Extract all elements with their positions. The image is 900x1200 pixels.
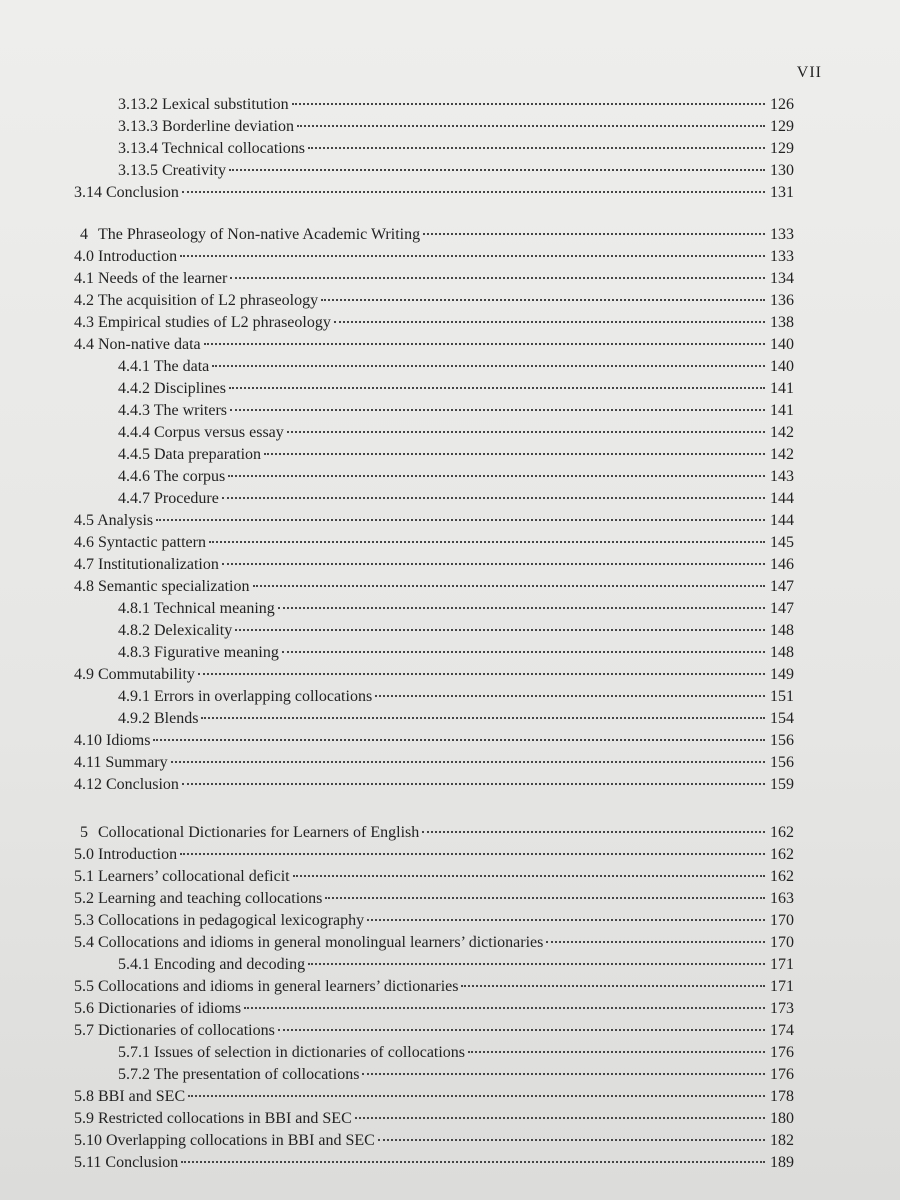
toc-entry-title: 3.14 Conclusion: [74, 184, 179, 201]
dot-leader: [282, 651, 765, 653]
toc-entry-page: 138: [770, 314, 794, 331]
toc-entry-title: 5.10 Overlapping collocations in BBI and SEC: [74, 1132, 375, 1149]
toc-entry-page: 141: [770, 380, 794, 397]
chapter-title-text: The Phraseology of Non-native Academic Writing: [98, 226, 421, 243]
toc-section-5: [0, 844, 900, 1174]
toc-entry[interactable]: [0, 642, 900, 664]
dot-leader: [546, 941, 765, 943]
toc-entry-title: 4.4.7 Procedure: [118, 490, 219, 507]
dot-leader: [244, 1007, 765, 1009]
toc-entry-page: 151: [770, 688, 794, 705]
dot-leader: [278, 1029, 765, 1031]
toc-entry-title: 4.11 Summary: [74, 754, 168, 771]
toc-entry-title: 4.9 Commutability: [74, 666, 195, 683]
toc-entry[interactable]: [0, 312, 900, 334]
toc-entry-page: 126: [770, 96, 794, 113]
toc-entry-title: 4.4.5 Data preparation: [118, 446, 262, 463]
toc-entry-page: 146: [770, 556, 794, 573]
toc-entry[interactable]: [0, 708, 900, 730]
toc-entry-title: 5.4 Collocations and idioms in general monolingual learners’ dictionaries: [74, 934, 544, 951]
dot-leader: [188, 1095, 765, 1097]
toc-entry-page: 144: [770, 490, 794, 507]
toc-entry[interactable]: [0, 1064, 900, 1086]
dot-leader: [253, 585, 766, 587]
toc-entry-page: 142: [770, 446, 794, 463]
chapter-page: 133: [770, 226, 794, 243]
dot-leader: [229, 387, 765, 389]
toc-entry[interactable]: [0, 160, 900, 182]
toc-entry[interactable]: [0, 686, 900, 708]
toc-entry-title: 4.4.4 Corpus versus essay: [118, 424, 284, 441]
toc-entry-page: 154: [770, 710, 794, 727]
dot-leader: [264, 453, 765, 455]
toc-entry-title: 5.7.1 Issues of selection in dictionaries of collocations: [118, 1044, 466, 1061]
chapter-title: [80, 822, 419, 844]
toc-entry[interactable]: [0, 138, 900, 160]
dot-leader: [181, 1161, 765, 1163]
toc-entry[interactable]: [0, 1086, 900, 1108]
dot-leader: [209, 541, 765, 543]
toc-entry-page: 176: [770, 1066, 794, 1083]
toc-entry-page: 131: [770, 184, 794, 201]
toc-entry[interactable]: [0, 752, 900, 774]
chapter-title-text: Collocational Dictionaries for Learners of English: [98, 824, 420, 841]
dot-leader: [287, 431, 765, 433]
toc-entry-page: 147: [770, 578, 794, 595]
toc-entry[interactable]: [0, 466, 900, 488]
toc-entry[interactable]: [0, 532, 900, 554]
toc-entry-title: 5.5 Collocations and idioms in general learners’ dictionaries: [74, 978, 459, 995]
toc-entry-page: 159: [770, 776, 794, 793]
toc-entry-page: 136: [770, 292, 794, 309]
toc-entry-title: 4.0 Introduction: [74, 248, 178, 265]
toc-entry-title: 4.3 Empirical studies of L2 phraseology: [74, 314, 331, 331]
dot-leader: [461, 985, 765, 987]
toc-section-4: [0, 246, 900, 796]
toc-section-3-end: [0, 94, 900, 204]
toc-entry[interactable]: [0, 510, 900, 532]
toc-entry-page: 170: [770, 912, 794, 929]
toc-entry-title: 4.4 Non-native data: [74, 336, 201, 353]
toc-entry-page: 171: [770, 956, 794, 973]
dot-leader: [156, 519, 765, 521]
toc-chapter-4[interactable]: [0, 224, 900, 246]
chapter-number: 4: [80, 226, 88, 243]
toc-entry-title: 4.8.2 Delexicality: [118, 622, 233, 639]
toc-entry-title: 5.4.1 Encoding and decoding: [118, 956, 306, 973]
toc-entry-page: 156: [770, 754, 794, 771]
toc-entry[interactable]: [0, 182, 900, 204]
toc-entry-title: 5.0 Introduction: [74, 846, 178, 863]
toc-entry-page: 173: [770, 1000, 794, 1017]
dot-leader: [171, 761, 765, 763]
toc-entry[interactable]: [0, 576, 900, 598]
toc-entry[interactable]: [0, 422, 900, 444]
toc-entry-title: 4.7 Institutionalization: [74, 556, 219, 573]
toc-entry-page: 140: [770, 336, 794, 353]
toc-entry-title: 4.8.1 Technical meaning: [118, 600, 275, 617]
dot-leader: [362, 1073, 765, 1075]
toc-entry[interactable]: [0, 910, 900, 932]
toc-entry-page: 176: [770, 1044, 794, 1061]
toc-entry-title: 4.1 Needs of the learner: [74, 270, 228, 287]
toc-entry[interactable]: [0, 554, 900, 576]
toc-entry-title: 5.8 BBI and SEC: [74, 1088, 186, 1105]
toc-entry-page: 182: [770, 1132, 794, 1149]
toc-entry-page: 189: [770, 1154, 794, 1171]
toc-entry[interactable]: [0, 664, 900, 686]
dot-leader: [201, 717, 765, 719]
toc-entry-title: 4.10 Idioms: [74, 732, 151, 749]
toc-entry-title: 4.4.3 The writers: [118, 402, 228, 419]
toc-entry[interactable]: [0, 954, 900, 976]
dot-leader: [182, 191, 765, 193]
toc-entry-title: 5.9 Restricted collocations in BBI and SEC: [74, 1110, 352, 1127]
toc-entry-title: 5.7 Dictionaries of collocations: [74, 1022, 275, 1039]
toc-entry[interactable]: [0, 1042, 900, 1064]
dot-leader: [182, 783, 765, 785]
toc-entry-page: 156: [770, 732, 794, 749]
dot-leader: [212, 365, 765, 367]
toc-entry-page: 148: [770, 622, 794, 639]
toc-entry[interactable]: [0, 976, 900, 998]
toc-entry-page: 142: [770, 424, 794, 441]
toc-entry-page: 140: [770, 358, 794, 375]
table-of-contents: [0, 94, 900, 1174]
toc-entry-title: 5.1 Learners’ collocational deficit: [74, 868, 290, 885]
toc-entry-page: 129: [770, 118, 794, 135]
dot-leader: [204, 343, 765, 345]
chapter-number: 5: [80, 824, 88, 841]
dot-leader: [422, 831, 765, 833]
dot-leader: [229, 169, 765, 171]
toc-entry[interactable]: [0, 1130, 900, 1152]
toc-entry[interactable]: [0, 94, 900, 116]
dot-leader: [180, 255, 765, 257]
toc-entry-page: 162: [770, 846, 794, 863]
toc-entry[interactable]: [0, 1152, 900, 1174]
page-number: VII: [796, 64, 822, 81]
toc-entry-page: 145: [770, 534, 794, 551]
toc-entry[interactable]: [0, 866, 900, 888]
toc-entry-title: 5.6 Dictionaries of idioms: [74, 1000, 242, 1017]
toc-entry[interactable]: [0, 356, 900, 378]
dot-leader: [378, 1139, 765, 1141]
toc-entry[interactable]: [0, 290, 900, 312]
toc-entry-title: 4.9.1 Errors in overlapping collocations: [118, 688, 373, 705]
dot-leader: [222, 497, 765, 499]
toc-entry-title: 4.8 Semantic specialization: [74, 578, 250, 595]
dot-leader: [297, 125, 765, 127]
toc-entry-title: 4.12 Conclusion: [74, 776, 179, 793]
toc-entry-page: 170: [770, 934, 794, 951]
toc-entry-title: 5.2 Learning and teaching collocations: [74, 890, 323, 907]
toc-entry[interactable]: [0, 378, 900, 400]
toc-entry[interactable]: [0, 400, 900, 422]
toc-entry-title: 4.4.6 The corpus: [118, 468, 226, 485]
spacer: [0, 204, 900, 224]
dot-leader: [222, 563, 765, 565]
toc-entry[interactable]: [0, 730, 900, 752]
toc-entry-title: 4.8.3 Figurative meaning: [118, 644, 279, 661]
dot-leader: [278, 607, 765, 609]
toc-entry[interactable]: [0, 334, 900, 356]
toc-entry-page: 171: [770, 978, 794, 995]
toc-entry[interactable]: [0, 620, 900, 642]
toc-entry[interactable]: [0, 774, 900, 796]
dot-leader: [367, 919, 765, 921]
dot-leader: [293, 875, 765, 877]
toc-entry[interactable]: [0, 844, 900, 866]
toc-entry[interactable]: [0, 932, 900, 954]
toc-entry[interactable]: [0, 888, 900, 910]
toc-entry-title: 4.4.1 The data: [118, 358, 210, 375]
dot-leader: [325, 897, 765, 899]
dot-leader: [321, 299, 765, 301]
toc-entry[interactable]: [0, 116, 900, 138]
toc-entry[interactable]: [0, 598, 900, 620]
toc-entry-title: 3.13.4 Technical collocations: [118, 140, 305, 157]
dot-leader: [180, 853, 765, 855]
dot-leader: [334, 321, 765, 323]
toc-entry-title: 3.13.2 Lexical substitution: [118, 96, 289, 113]
dot-leader: [230, 409, 765, 411]
dot-leader: [355, 1117, 765, 1119]
toc-entry-title: 5.11 Conclusion: [74, 1154, 179, 1171]
toc-entry-title: 3.13.3 Borderline deviation: [118, 118, 294, 135]
toc-entry-page: 143: [770, 468, 794, 485]
toc-entry-page: 162: [770, 868, 794, 885]
toc-entry-page: 174: [770, 1022, 794, 1039]
toc-entry-page: 147: [770, 600, 794, 617]
chapter-title: [80, 224, 420, 246]
toc-entry-title: 4.4.2 Disciplines: [118, 380, 226, 397]
toc-entry-page: 180: [770, 1110, 794, 1127]
toc-entry-page: 141: [770, 402, 794, 419]
toc-entry-page: 178: [770, 1088, 794, 1105]
toc-entry-page: 144: [770, 512, 794, 529]
dot-leader: [198, 673, 765, 675]
dot-leader: [375, 695, 765, 697]
dot-leader: [235, 629, 765, 631]
toc-entry[interactable]: [0, 444, 900, 466]
toc-entry-page: 130: [770, 162, 794, 179]
toc-entry[interactable]: [0, 1020, 900, 1042]
toc-entry-page: 129: [770, 140, 794, 157]
dot-leader: [308, 963, 765, 965]
dot-leader: [228, 475, 765, 477]
toc-entry-page: 163: [770, 890, 794, 907]
toc-entry-title: 4.5 Analysis: [74, 512, 154, 529]
chapter-page: 162: [770, 824, 794, 841]
spacer: [0, 796, 900, 822]
toc-entry-title: 3.13.5 Creativity: [118, 162, 226, 179]
toc-chapter-5[interactable]: [0, 822, 900, 844]
dot-leader: [468, 1051, 765, 1053]
toc-entry-page: 148: [770, 644, 794, 661]
toc-entry[interactable]: [0, 268, 900, 290]
toc-entry-title: 4.6 Syntactic pattern: [74, 534, 206, 551]
dot-leader: [153, 739, 765, 741]
dot-leader: [292, 103, 765, 105]
toc-entry[interactable]: [0, 998, 900, 1020]
toc-entry-page: 134: [770, 270, 794, 287]
toc-entry-title: 4.2 The acquisition of L2 phraseology: [74, 292, 319, 309]
toc-entry-title: 4.9.2 Blends: [118, 710, 199, 727]
toc-entry[interactable]: [0, 1108, 900, 1130]
toc-entry-title: 5.3 Collocations in pedagogical lexicography: [74, 912, 365, 929]
toc-entry-title: 5.7.2 The presentation of collocations: [118, 1066, 360, 1083]
dot-leader: [308, 147, 765, 149]
dot-leader: [423, 233, 765, 235]
dot-leader: [230, 277, 765, 279]
toc-entry[interactable]: [0, 488, 900, 510]
toc-entry-page: 149: [770, 666, 794, 683]
toc-entry-page: 133: [770, 248, 794, 265]
toc-entry[interactable]: [0, 246, 900, 268]
